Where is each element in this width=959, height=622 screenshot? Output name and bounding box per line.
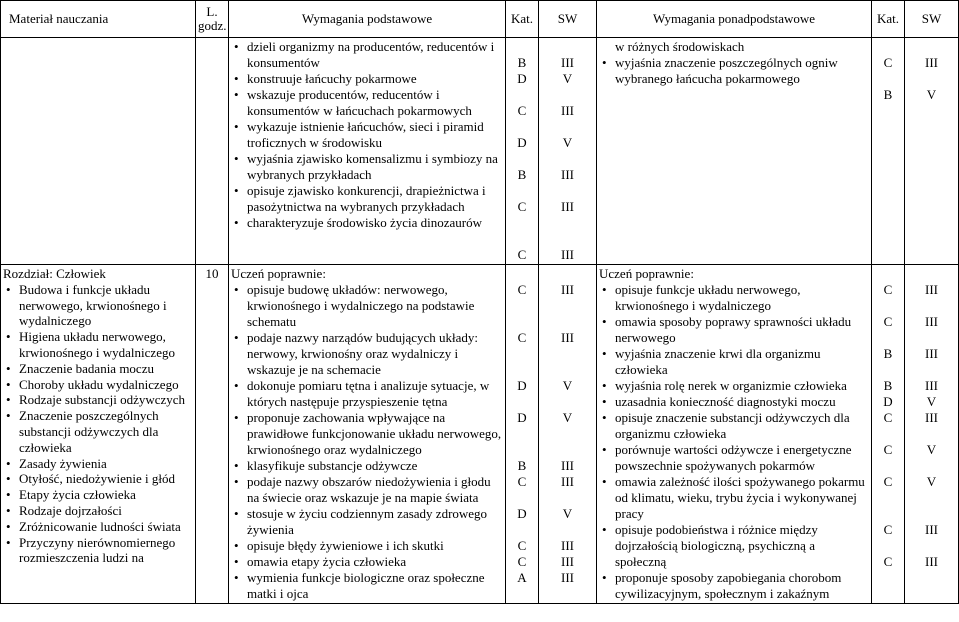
header-basic: Wymagania podstawowe — [229, 1, 506, 38]
kat-value: C — [517, 554, 527, 569]
list-item: • konstruuje łańcuchy pokarmowe — [231, 71, 503, 87]
basic-intro: Uczeń poprawnie: — [231, 266, 326, 281]
list-item: • charakteryzuje środowisko życia dinozaurów — [231, 215, 503, 231]
header-hours: L. godz. — [196, 1, 229, 38]
kat-value: D — [883, 394, 893, 409]
advanced-requirements-list — [599, 55, 869, 87]
header-kat-advanced: Kat. — [872, 1, 905, 38]
list-item: • Budowa i funkcje układu nerwowego, krwionośnego i wydalniczego — [3, 282, 193, 329]
kat-value: B — [517, 55, 527, 70]
sw-value: III — [561, 458, 574, 473]
list-item: • Zróżnicowanie ludności świata — [3, 519, 193, 535]
list-item: • opisuje błędy żywieniowe i ich skutki — [231, 538, 503, 554]
sw-value: III — [925, 282, 938, 297]
list-item: • dzieli organizmy na producentów, reducentów i konsumentów — [231, 39, 503, 71]
header-kat-basic: Kat. — [506, 1, 539, 38]
basic-cell — [229, 38, 506, 265]
sw-value: III — [561, 570, 574, 585]
list-item: • omawia sposoby poprawy sprawności układu nerwowego — [599, 314, 869, 346]
kat-value: D — [517, 378, 527, 393]
advanced-sw-col — [905, 38, 959, 265]
header-advanced: Wymagania ponadpodstawowe — [597, 1, 872, 38]
list-item: • Otyłość, niedożywienie i głód — [3, 471, 193, 487]
list-item: • opisuje zjawisko konkurencji, drapieżnictwa i pasożytnictwa na wybranych przykładach — [231, 183, 503, 215]
list-item: • Rodzaje substancji odżywczych — [3, 392, 193, 408]
list-item: • opisuje budowę układów: nerwowego, krwionośnego i wydalniczego na podstawie schematu — [231, 282, 503, 330]
list-item: • opisuje podobieństwa i różnice między dojrzałością biologiczną, psychiczną a społeczną — [599, 522, 869, 570]
header-sw-advanced: SW — [905, 1, 959, 38]
sw-value: III — [925, 554, 938, 569]
kat-value: C — [517, 247, 527, 262]
list-item: • opisuje funkcje układu nerwowego, krwionośnego i wydalniczego — [599, 282, 869, 314]
list-item: • wskazuje producentów, reducentów i konsumentów w łańcuchach pokarmowych — [231, 87, 503, 119]
kat-value: D — [517, 71, 527, 86]
list-item: • stosuje w życiu codziennym zasady zdrowego żywienia — [231, 506, 503, 538]
kat-value: B — [883, 346, 893, 361]
advanced-intro: Uczeń poprawnie: — [599, 266, 694, 281]
advanced-continuation: w różnych środowiskach — [615, 39, 745, 54]
list-item: • Znaczenie poszczególnych substancji odżywczych dla człowieka — [3, 408, 193, 455]
sw-value: V — [562, 378, 573, 393]
list-item: • wymienia funkcje biologiczne oraz społeczne matki i ojca — [231, 570, 503, 602]
sw-value: III — [561, 554, 574, 569]
header-row — [1, 1, 959, 38]
sw-value: III — [561, 55, 574, 70]
list-item: • proponuje zachowania wpływające na prawidłowe funkcjonowanie układu nerwowego, krwionośnego oraz wydalniczego — [231, 410, 503, 458]
advanced-kat-col — [872, 38, 905, 265]
list-item: • podaje nazwy obszarów niedożywienia i głodu na świecie oraz wskazuje je na mapie świata — [231, 474, 503, 506]
basic-sw-col — [539, 265, 597, 604]
list-item: • podaje nazwy narządów budujących układy: nerwowy, krwionośny oraz wydalniczy i wskazuje je na schemacie — [231, 330, 503, 378]
section-title: Rozdział: Człowiek — [3, 266, 106, 281]
advanced-cell — [597, 38, 872, 265]
list-item: • uzasadnia konieczność diagnostyki moczu — [599, 394, 869, 410]
material-cell-empty — [1, 38, 196, 265]
advanced-requirements-list — [599, 282, 869, 602]
basic-kat-col — [506, 265, 539, 604]
list-item: • opisuje znaczenie substancji odżywczych dla organizmu człowieka — [599, 410, 869, 442]
sw-value: V — [926, 442, 937, 457]
sw-value: V — [562, 410, 573, 425]
advanced-cell — [597, 265, 872, 604]
basic-requirements-list — [231, 39, 503, 231]
kat-value: B — [517, 167, 527, 182]
kat-value: B — [883, 378, 893, 393]
list-item: • Choroby układu wydalniczego — [3, 377, 193, 393]
kat-value: C — [517, 199, 527, 214]
hours-cell-empty — [196, 38, 229, 265]
kat-value: C — [883, 55, 893, 70]
basic-requirements-list — [231, 282, 503, 602]
list-item: • omawia etapy życia człowieka — [231, 554, 503, 570]
sw-value: III — [561, 247, 574, 262]
sw-value: III — [925, 55, 938, 70]
ecosystem-row — [1, 38, 959, 265]
sw-value: III — [925, 522, 938, 537]
list-item: • porównuje wartości odżywcze i energetyczne powszechnie spożywanych pokarmów — [599, 442, 869, 474]
kat-value: C — [517, 330, 527, 345]
list-item: • Etapy życia człowieka — [3, 487, 193, 503]
sw-value: III — [925, 410, 938, 425]
kat-value: C — [883, 522, 893, 537]
sw-value: III — [561, 330, 574, 345]
sw-value: V — [562, 71, 573, 86]
sw-value: III — [925, 346, 938, 361]
kat-value: B — [883, 87, 893, 102]
kat-value: D — [517, 135, 527, 150]
kat-value: C — [883, 554, 893, 569]
kat-value: C — [517, 538, 527, 553]
sw-value: V — [562, 506, 573, 521]
list-item: • wyjaśnia znaczenie krwi dla organizmu człowieka — [599, 346, 869, 378]
kat-value: C — [517, 282, 527, 297]
list-item: • proponuje sposoby zapobiegania chorobom cywilizacyjnym, społecznym i zakaźnym — [599, 570, 869, 602]
advanced-kat-col — [872, 265, 905, 604]
kat-value: A — [517, 570, 527, 585]
sw-value: III — [561, 199, 574, 214]
header-material: Materiał nauczania — [1, 1, 196, 38]
topics-list — [3, 282, 193, 566]
kat-value: C — [883, 474, 893, 489]
kat-value: D — [517, 506, 527, 521]
list-item: • klasyfikuje substancje odżywcze — [231, 458, 503, 474]
kat-value: C — [883, 314, 893, 329]
list-item: • wykazuje istnienie łańcuchów, sieci i piramid troficznych w środowisku — [231, 119, 503, 151]
sw-value: V — [926, 474, 937, 489]
sw-value: III — [561, 474, 574, 489]
list-item: • wyjaśnia zjawisko komensalizmu i symbiozy na wybranych przykładach — [231, 151, 503, 183]
header-sw-basic: SW — [539, 1, 597, 38]
list-item: • Rodzaje dojrzałości — [3, 503, 193, 519]
basic-sw-col — [539, 38, 597, 265]
kat-value: C — [883, 282, 893, 297]
sw-value: V — [926, 87, 937, 102]
list-item: • Zasady żywienia — [3, 456, 193, 472]
sw-value: III — [925, 378, 938, 393]
list-item: • Higiena układu nerwowego, krwionośnego i wydalniczego — [3, 329, 193, 361]
list-item: • dokonuje pomiaru tętna i analizuje sytuacje, w których następuje przyspieszenie tętna — [231, 378, 503, 410]
hours-value: 10 — [196, 265, 229, 604]
kat-value: D — [517, 410, 527, 425]
list-item: • Znaczenie badania moczu — [3, 361, 193, 377]
kat-value: C — [883, 442, 893, 457]
sw-value: III — [561, 103, 574, 118]
sw-value: III — [561, 167, 574, 182]
list-item: • omawia zależność ilości spożywanego pokarmu od klimatu, wieku, trybu życia i wykonywanej pracy — [599, 474, 869, 522]
sw-value: V — [926, 394, 937, 409]
sw-value: V — [562, 135, 573, 150]
material-cell — [1, 265, 196, 604]
kat-value: B — [517, 458, 527, 473]
sw-value: III — [561, 282, 574, 297]
advanced-sw-col — [905, 265, 959, 604]
kat-value: C — [517, 474, 527, 489]
sw-value: III — [561, 538, 574, 553]
kat-value: C — [517, 103, 527, 118]
list-item: • wyjaśnia znaczenie poszczególnych ogniw wybranego łańcucha pokarmowego — [599, 55, 869, 87]
human-row — [1, 265, 959, 604]
basic-cell — [229, 265, 506, 604]
sw-value: III — [925, 314, 938, 329]
list-item: • Przyczyny nierównomiernego rozmieszczenia ludzi na — [3, 535, 193, 567]
kat-value: C — [883, 410, 893, 425]
basic-kat-col — [506, 38, 539, 265]
list-item: • wyjaśnia rolę nerek w organizmie człowieka — [599, 378, 869, 394]
